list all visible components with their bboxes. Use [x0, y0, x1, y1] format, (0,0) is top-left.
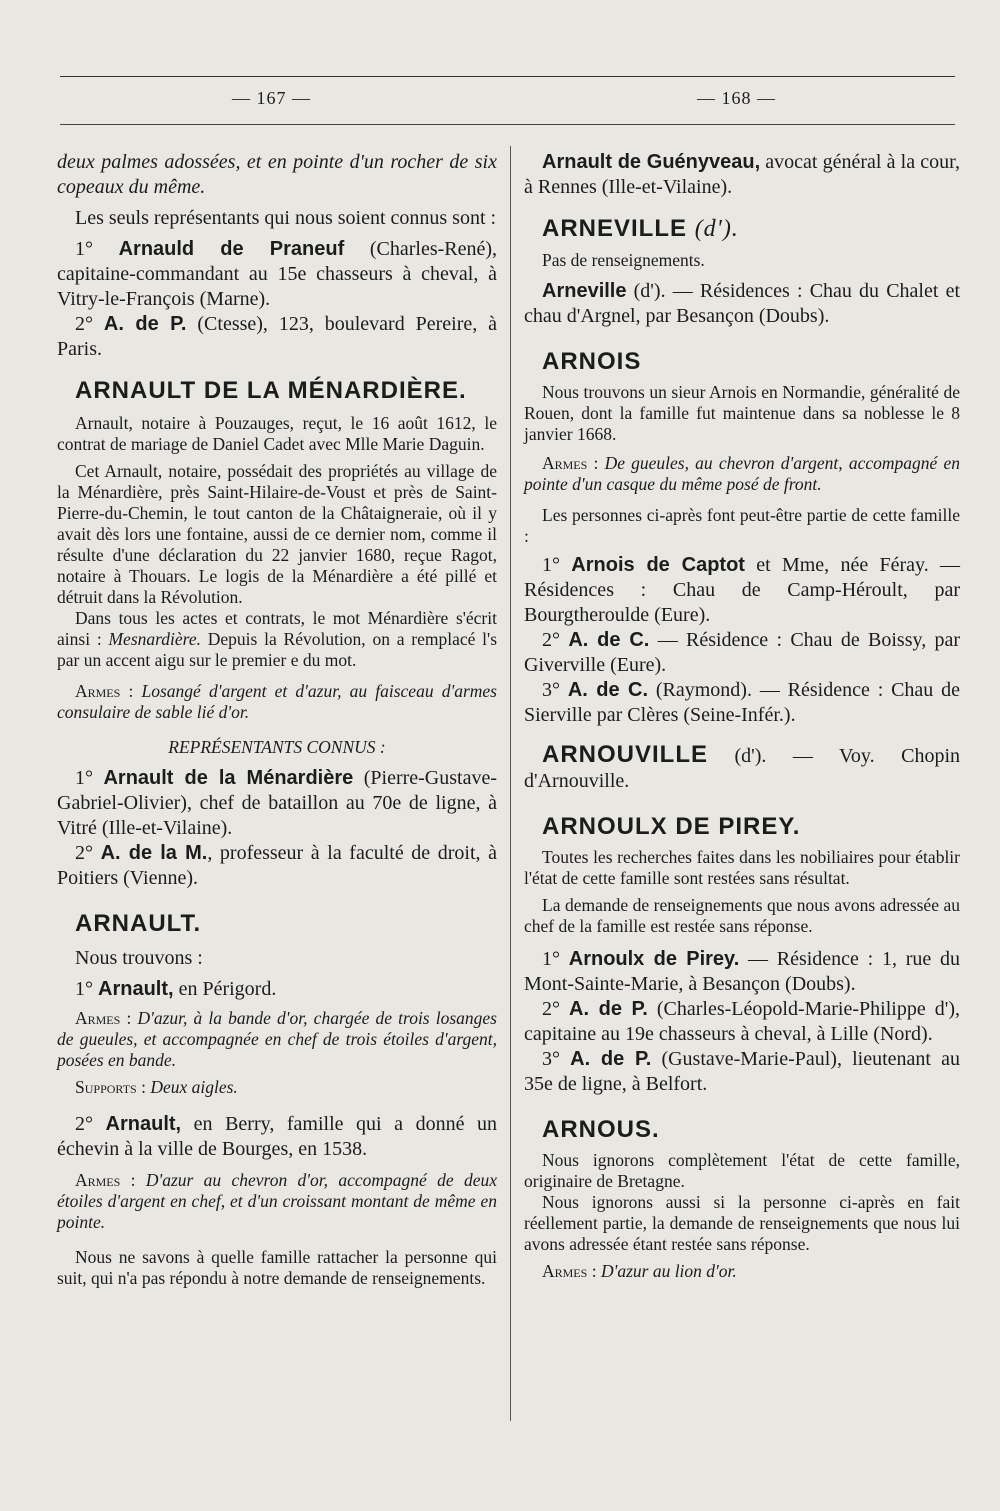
right-page-number: — 168 — [697, 88, 776, 108]
entry-name: Arnault de Guényveau, [542, 151, 761, 173]
entry-name: Arnois de Captot [571, 554, 745, 576]
paragraph: La demande de renseignements que nous avons adressée au chef de la famille est restée sans réponse. [524, 895, 960, 936]
entry-arnauld-de-praneuf: 1° Arnauld de Praneuf (Charles-René), capitaine-commandant au 15e chasseurs à cheval, à Vitry-le-François (Marne). [57, 238, 498, 310]
header-rule [60, 124, 955, 125]
heading-arnault-de-la-menardiere: ARNAULT DE LA MÉNARDIÈRE. [75, 377, 467, 404]
entry-name: A. de P. [569, 998, 648, 1020]
entry: 2° A. de la M., professeur à la faculté de droit, à Poitiers (Vienne). [57, 842, 498, 889]
arms: Armes : D'azur au chevron d'or, accompagné de deux étoiles d'argent en chef, et d'un croissant montant de même en pointe. [57, 1170, 497, 1232]
heading-arnois: ARNOIS [542, 348, 642, 375]
paragraph: Nous trouvons : [75, 947, 203, 969]
entry: 2° A. de P. (Charles-Léopold-Marie-Philippe d'), capitaine au 19e chasseurs à cheval, à Lille (Nord). [524, 998, 960, 1045]
heading-arnous: ARNOUS. [542, 1116, 660, 1143]
entry: 3° A. de C. (Raymond). — Résidence : Chau de Sierville par Clères (Seine-Infér.). [524, 679, 961, 726]
entry-a-de-p: 2° A. de P. (Ctesse), 123, boulevard Pereire, à Paris. [57, 313, 498, 360]
supports: Supports : Deux aigles. [75, 1077, 238, 1097]
entry-name: A. de la M. [100, 842, 208, 864]
paragraph: Arnault, notaire à Pouzauges, reçut, le 16 août 1612, le contrat de mariage de Daniel Cadet avec Mlle Marie Daguin. [57, 413, 497, 454]
paragraph: deux palmes adossées, et en pointe d'un rocher de six copeaux du même. [57, 151, 497, 198]
arms: Armes : D'azur au lion d'or. [542, 1261, 737, 1281]
section-title: REPRÉSENTANTS CONNUS : [168, 737, 386, 757]
entry: 2° Arnault, en Berry, famille qui a donné un échevin à la ville de Bourges, en 1538. [57, 1113, 497, 1160]
entry-name: Arnoulx de Pirey. [568, 948, 740, 970]
entry-name: A. de P. [103, 313, 187, 335]
heading-arneville: ARNEVILLE (d'). [542, 215, 739, 242]
heading-arnouville: ARNOUVILLE (d'). — Voy. Chopin d'Arnouville. [524, 741, 961, 792]
paragraph: Les personnes ci-après font peut-être partie de cette famille : [524, 505, 960, 546]
entry-name: Arnauld de Praneuf [118, 238, 345, 260]
entry-name: Arnault, [98, 978, 174, 1000]
right-column [524, 150, 960, 1282]
paragraph: Nous ignorons aussi si la personne ci-après en fait réellement partie, la demande de renseignements que nous lui avons adressée étant restée sans réponse. [524, 1192, 960, 1254]
entry-name: A. de P. [570, 1048, 652, 1070]
entry: 1° Arnoulx de Pirey. — Résidence : 1, rue du Mont-Sainte-Marie, à Besançon (Doubs). [524, 948, 961, 995]
entry-name: A. de C. [567, 679, 649, 701]
column-divider [510, 146, 511, 1421]
left-column [57, 150, 497, 1289]
paragraph: Pas de renseignements. [542, 250, 705, 270]
top-rule [60, 76, 955, 77]
arms: Armes : De gueules, au chevron d'argent, accompagné en pointe d'un casque du même posé de front. [524, 453, 960, 494]
entry: 1° Arnault, en Périgord. [75, 978, 277, 1000]
paragraph: Nous trouvons un sieur Arnois en Normandie, généralité de Rouen, dont la famille fut maintenue dans sa noblesse le 8 janvier 1668. [524, 382, 960, 444]
entry-arnault-de-guenyveau: Arnault de Guényveau, avocat général à la cour, à Rennes (Ille-et-Vilaine). [524, 151, 960, 198]
heading-arnault: ARNAULT. [75, 910, 202, 937]
entry-name: Arnault de la Ménardière [103, 767, 354, 789]
entry-arneville: Arneville (d'). — Résidences : Chau du Chalet et chau d'Argnel, par Besançon (Doubs). [524, 280, 961, 327]
paragraph: Nous ne savons à quelle famille rattacher la personne qui suit, qui n'a pas répondu à notre demande de renseignements. [57, 1247, 497, 1288]
paragraph: Les seuls représentants qui nous soient connus sont : [75, 207, 497, 229]
heading-arnoulx-de-pirey: ARNOULX DE PIREY. [542, 813, 801, 840]
paragraph: Cet Arnault, notaire, possédait des propriétés au village de la Ménardière, près Saint-Hilaire-de-Voust et près de Saint-Pierre-du-Chemin, le tout canton de la Châtaigneraie, où il y avait dès lors une fontaine, aussi de ce dernier nom, comme il résulte d'une déclaration du 22 janvier 1680, reçue Ragot, notaire à Thouars. Le logis de la Ménardière a été pillé et détruit dans la Révolution. [57, 461, 497, 607]
paragraph: Nous ignorons complètement l'état de cette famille, originaire de Bretagne. [524, 1150, 960, 1191]
entry: 2° A. de C. — Résidence : Chau de Boissy, par Giverville (Eure). [524, 629, 961, 676]
entry: 3° A. de P. (Gustave-Marie-Paul), lieutenant au 35e de ligne, à Belfort. [524, 1048, 961, 1095]
paragraph: Toutes les recherches faites dans les nobiliaires pour établir l'état de cette famille sont restées sans résultat. [524, 847, 960, 888]
paragraph: Dans tous les actes et contrats, le mot Ménardière s'écrit ainsi : Mesnardière. Depuis la Révolution, on a remplacé l's par un accent aigu sur le premier e du mot. [57, 608, 498, 670]
entry: 1° Arnois de Captot et Mme, née Féray. — Résidences : Chau de Camp-Héroult, par Bourgtheroulde (Eure). [524, 554, 960, 626]
entry-name: Arneville [542, 280, 627, 302]
arms: Armes : D'azur, à la bande d'or, chargée de trois losanges de gueules, et accompagnée en chef de trois étoiles d'argent, posées en bande. [57, 1008, 497, 1070]
entry-name: A. de C. [568, 629, 650, 651]
arms: Armes : Losangé d'argent et d'azur, au faisceau d'armes consulaire de sable lié d'or. [57, 681, 497, 722]
entry-name: Arnault, [105, 1113, 182, 1135]
entry: 1° Arnault de la Ménardière (Pierre-Gustave-Gabriel-Olivier), chef de bataillon au 70e de ligne, à Vitré (Ille-et-Vilaine). [57, 767, 498, 839]
left-page-number: — 167 — [232, 88, 311, 108]
